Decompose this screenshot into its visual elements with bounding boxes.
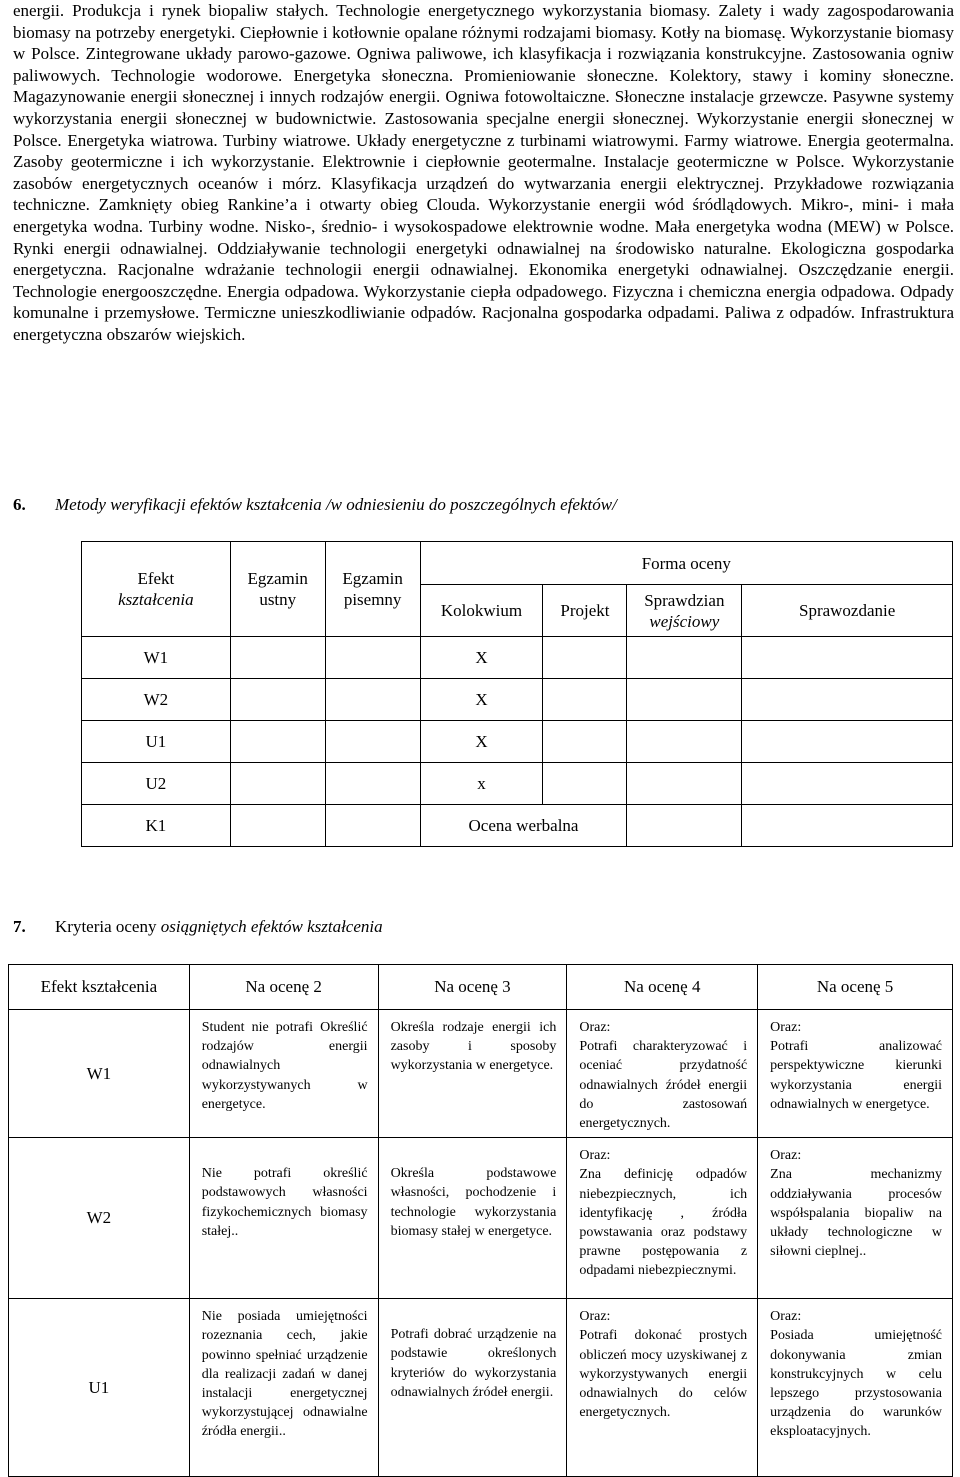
header-effect: Efekt kształcenia	[9, 965, 190, 1010]
intro-paragraph: energii. Produkcja i rynek biopaliw stałych. Technologie energetycznego wykorzystania biomasy. Zalety i wady zagospodarowania biomasy na potrzeby energetyki. Ciepłownie i kotłownie opalane różnymi rodzajami biomasy. Kotły na biomasę. Wykorzystanie biomasy w Polsce. Zintegrowane układy parowo-gazowe. Ogniwa paliwowe, ich klasyfikacja i rozwiązania konstrukcyjne. Zastosowania ogniw paliwowych. Technologie wodorowe. Energetyka słoneczna. Promieniowanie słoneczne. Kolektory, stawy i kominy słoneczne. Magazynowanie energii słonecznej i innych rodzajów energii. Ogniwa fotowoltaiczne. Słoneczne instalacje grzewcze. Pasywne systemy wykorzystania energii słonecznej w budownictwie. Zastosowania specjalne energii słonecznej. Wykorzystanie energii słonecznej w Polsce. Energetyka wiatrowa. Turbiny wiatrowe. Układy energetyczne z turbinami wiatrowymi. Farmy wiatrowe. Energia geotermalna. Zasoby geotermiczne i ich wykorzystanie. Elektrownie i ciepłownie geotermalne. Instalacje geotermiczne w Polsce. Wykorzystanie zasobów energetycznych oceanów i mórz. Klasyfikacja urządzeń do wytwarzania energii elektrycznej. Przykładowe rozwiązania techniczne. Zamknięty obieg Rankine’a i otwarty obieg Clouda. Wykorzystanie energii wód śródlądowych. Mikro-, mini- i mała energetyka wodna. Turbiny wodne. Nisko-, średnio- i wysokospadowe elektrownie wodne. Mała energetyka wodna (MEW) w Polsce. Rynki energii odnawialnej. Oddziaływanie technologii energetyki odnawialnej na środowisko naturalne. Ekologiczna gospodarka energetyczna. Racjonalne wdrażanie technologii energii odnawialnej. Ekonomika energetyki odnawialnej. Oszczędzanie energii. Technologie energooszczędne. Energia odpadowa. Wykorzystanie ciepła odpadowego. Fizyczna i chemiczna energia odpadowa. Odpady komunalne i przemysłowe. Termiczne unieszkodliwianie odpadów. Racjonalna gospodarka odpadami. Paliwa z odpadów. Infrastruktura energetyczna obszarów wiejskich.	[13, 1, 954, 344]
header-grade-3: Na ocenę 3	[378, 965, 567, 1010]
grade-5-criteria: Oraz: Potrafi analizować perspektywiczne kierunki wykorzystania energii odnawialnych w energetyce.	[758, 1010, 953, 1138]
section-6-title: Metody weryfikacji efektów kształcenia /w odniesieniu do poszczególnych efektów/	[55, 495, 617, 514]
grade-2-criteria: Nie potrafi określić podstawowych własności fizykochemicznych biomasy stałej..	[189, 1138, 378, 1299]
grade-4-criteria: Oraz: Zna definicję odpadów niebezpiecznych, ich identyfikację , źródła powstawania oraz podstawy prawne postępowania z odpadami niebezpiecznymi.	[567, 1138, 758, 1299]
header-effect: Efekt kształcenia	[82, 542, 231, 637]
grade-5-criteria: Oraz: Zna mechanizmy oddziaływania procesów współspalania biopaliw na układy technologiczne w siłowni cieplnej..	[758, 1138, 953, 1299]
grade-2-criteria: Nie posiada umiejętności rozeznania cech, jakie powinno spełniać urządzenie dla realizacji zadań w danej instalacji energetycznej wykorzystującej odnawialne źródła energii..	[189, 1299, 378, 1477]
table-row	[82, 805, 953, 847]
header-entry-test: Sprawdzian wejściowy	[627, 585, 742, 637]
header-grade-5: Na ocenę 5	[758, 965, 953, 1010]
row-mark: X	[420, 637, 543, 679]
table-row	[9, 1010, 953, 1138]
row-effect: K1	[82, 805, 231, 847]
table-row	[82, 763, 953, 805]
header-grade-4: Na ocenę 4	[567, 965, 758, 1010]
row-effect: U1	[82, 721, 231, 763]
grade-3-criteria: Określa podstawowe własności, pochodzenie i technologie wykorzystania biomasy stałej w energetyce.	[378, 1138, 567, 1299]
table-row	[82, 679, 953, 721]
row-mark: x	[420, 763, 543, 805]
row-mark: X	[420, 679, 543, 721]
header-written-exam: Egzamin pisemny	[325, 542, 420, 637]
section-7-title-italic: osiągniętych efektów kształcenia	[160, 917, 383, 936]
section-6-number: 6.	[13, 495, 26, 514]
header-assessment-form: Forma oceny	[420, 542, 952, 585]
verification-methods-table	[81, 541, 953, 847]
grading-criteria-table	[8, 964, 953, 1477]
grade-3-criteria: Potrafi dobrać urządzenie na podstawie określonych kryteriów do wykorzystania odnawialnych źródeł energii.	[378, 1299, 567, 1477]
row-mark: X	[420, 721, 543, 763]
row-effect: W1	[9, 1010, 190, 1138]
table-row	[9, 1299, 953, 1477]
section-7-heading	[13, 916, 383, 938]
section-7-number: 7.	[13, 917, 26, 936]
table-row	[82, 637, 953, 679]
header-colloquium: Kolokwium	[420, 585, 543, 637]
section-7-title: Kryteria oceny	[55, 917, 157, 936]
grade-4-criteria: Oraz: Potrafi charakteryzować i oceniać przydatność odnawialnych źródeł energii do zastosowań energetycznych.	[567, 1010, 758, 1138]
header-oral-exam: Egzamin ustny	[230, 542, 325, 637]
grade-5-criteria: Oraz: Posiada umiejętność dokonywania zmian konstrukcyjnych w celu lepszego przystosowania urządzenia do warunków eksploatacyjnych.	[758, 1299, 953, 1477]
header-report: Sprawozdanie	[742, 585, 953, 637]
header-grade-2: Na ocenę 2	[189, 965, 378, 1010]
table-row	[82, 721, 953, 763]
row-effect: W1	[82, 637, 231, 679]
table-row	[9, 1138, 953, 1299]
row-mark: Ocena werbalna	[420, 805, 627, 847]
row-effect: U2	[82, 763, 231, 805]
row-effect: W2	[82, 679, 231, 721]
row-effect: W2	[9, 1138, 190, 1299]
header-project: Projekt	[543, 585, 627, 637]
section-6-heading	[13, 494, 617, 516]
grade-4-criteria: Oraz: Potrafi dokonać prostych obliczeń mocy uzyskiwanej z wykorzystywanych energii odnawialnych do celów energetycznych.	[567, 1299, 758, 1477]
grade-2-criteria: Student nie potrafi Określić rodzajów energii odnawialnych wykorzystywanych w energetyce.	[189, 1010, 378, 1138]
row-effect: U1	[9, 1299, 190, 1477]
grade-3-criteria: Określa rodzaje energii ich zasoby i sposoby wykorzystania w energetyce.	[378, 1010, 567, 1138]
